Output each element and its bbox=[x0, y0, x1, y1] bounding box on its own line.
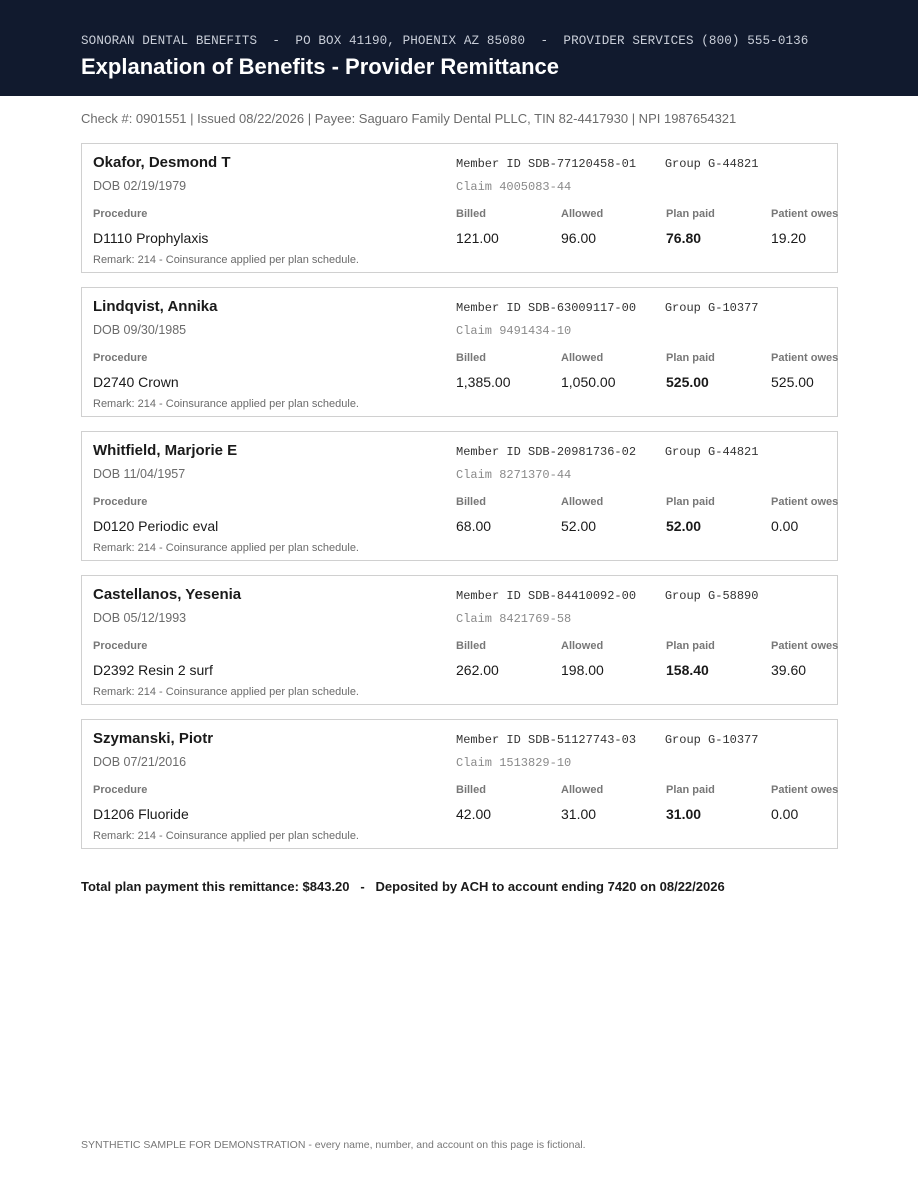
billed-header: Billed bbox=[456, 496, 486, 508]
claim-number: Claim 8421769-58 bbox=[456, 612, 572, 626]
allowed-value: 198.00 bbox=[561, 662, 604, 678]
claim-card bbox=[81, 575, 838, 705]
billed-value: 68.00 bbox=[456, 518, 492, 534]
procedure-header: Procedure bbox=[93, 496, 148, 508]
claim-card bbox=[81, 719, 838, 849]
billed-value: 262.00 bbox=[456, 662, 499, 678]
patient-owes-header: Patient owes bbox=[771, 640, 839, 652]
procedure-header: Procedure bbox=[93, 208, 148, 220]
billed-value: 42.00 bbox=[456, 806, 492, 822]
procedure-header: Procedure bbox=[93, 784, 148, 796]
claim-remark: Remark: 214 - Coinsurance applied per plan schedule. bbox=[93, 686, 359, 698]
patient-name: Okafor, Desmond T bbox=[93, 154, 231, 171]
patient-owes-value: 39.60 bbox=[771, 662, 807, 678]
procedure-value: D0120 Periodic eval bbox=[93, 518, 219, 534]
allowed-value: 52.00 bbox=[561, 518, 597, 534]
plan-paid-header: Plan paid bbox=[666, 784, 715, 796]
plan-paid-value: 31.00 bbox=[666, 806, 702, 822]
procedure-value: D2740 Crown bbox=[93, 374, 179, 390]
claim-number: Claim 1513829-10 bbox=[456, 756, 572, 770]
patient-owes-value: 0.00 bbox=[771, 806, 799, 822]
patient-owes-header: Patient owes bbox=[771, 352, 839, 364]
procedure-value: D2392 Resin 2 surf bbox=[93, 662, 213, 678]
claim-number: Claim 4005083-44 bbox=[456, 180, 572, 194]
billed-header: Billed bbox=[456, 208, 486, 220]
plan-paid-value: 525.00 bbox=[666, 374, 709, 390]
claim-remark: Remark: 214 - Coinsurance applied per plan schedule. bbox=[93, 254, 359, 266]
plan-paid-header: Plan paid bbox=[666, 352, 715, 364]
patient-dob: DOB 09/30/1985 bbox=[93, 323, 187, 337]
page-header bbox=[0, 0, 918, 96]
claims-list bbox=[81, 143, 838, 863]
allowed-header: Allowed bbox=[561, 496, 604, 508]
procedure-header: Procedure bbox=[93, 352, 148, 364]
patient-owes-value: 0.00 bbox=[771, 518, 799, 534]
patient-name: Castellanos, Yesenia bbox=[93, 586, 242, 603]
plan-paid-header: Plan paid bbox=[666, 208, 715, 220]
member-group-id: Member ID SDB-77120458-01 Group G-44821 bbox=[456, 157, 759, 171]
plan-paid-value: 158.40 bbox=[666, 662, 709, 678]
patient-name: Whitfield, Marjorie E bbox=[93, 442, 238, 459]
allowed-header: Allowed bbox=[561, 640, 604, 652]
org-contact-line: SONORAN DENTAL BENEFITS - PO BOX 41190, PHOENIX AZ 85080 - PROVIDER SERVICES (800) 555-0136 bbox=[81, 34, 809, 48]
member-group-id: Member ID SDB-51127743-03 Group G-10377 bbox=[456, 733, 759, 747]
allowed-value: 31.00 bbox=[561, 806, 597, 822]
patient-dob: DOB 07/21/2016 bbox=[93, 755, 187, 769]
billed-header: Billed bbox=[456, 352, 486, 364]
check-info-line: Check #: 0901551 | Issued 08/22/2026 | Payee: Saguaro Family Dental PLLC, TIN 82-4417930 | NPI 1987654321 bbox=[81, 111, 737, 126]
allowed-value: 96.00 bbox=[561, 230, 597, 246]
claim-number: Claim 8271370-44 bbox=[456, 468, 572, 482]
allowed-header: Allowed bbox=[561, 352, 604, 364]
patient-owes-header: Patient owes bbox=[771, 784, 839, 796]
patient-name: Szymanski, Piotr bbox=[93, 730, 214, 747]
patient-dob: DOB 02/19/1979 bbox=[93, 179, 187, 193]
allowed-header: Allowed bbox=[561, 784, 604, 796]
member-group-id: Member ID SDB-63009117-00 Group G-10377 bbox=[456, 301, 759, 315]
claim-number: Claim 9491434-10 bbox=[456, 324, 572, 338]
allowed-header: Allowed bbox=[561, 208, 604, 220]
claim-card bbox=[81, 431, 838, 561]
patient-owes-header: Patient owes bbox=[771, 208, 839, 220]
procedure-value: D1110 Prophylaxis bbox=[93, 230, 209, 246]
patient-name: Lindqvist, Annika bbox=[93, 298, 218, 315]
patient-owes-value: 525.00 bbox=[771, 374, 814, 390]
patient-owes-header: Patient owes bbox=[771, 496, 839, 508]
billed-value: 121.00 bbox=[456, 230, 499, 246]
allowed-value: 1,050.00 bbox=[561, 374, 616, 390]
billed-value: 1,385.00 bbox=[456, 374, 511, 390]
claim-card bbox=[81, 143, 838, 273]
disclaimer-footer: SYNTHETIC SAMPLE FOR DEMONSTRATION - every name, number, and account on this page is fictional. bbox=[81, 1139, 586, 1151]
plan-paid-value: 52.00 bbox=[666, 518, 702, 534]
claim-remark: Remark: 214 - Coinsurance applied per plan schedule. bbox=[93, 830, 359, 842]
procedure-value: D1206 Fluoride bbox=[93, 806, 189, 822]
plan-paid-value: 76.80 bbox=[666, 230, 702, 246]
claim-card bbox=[81, 287, 838, 417]
billed-header: Billed bbox=[456, 784, 486, 796]
member-group-id: Member ID SDB-84410092-00 Group G-58890 bbox=[456, 589, 759, 603]
billed-header: Billed bbox=[456, 640, 486, 652]
page-title: Explanation of Benefits - Provider Remittance bbox=[81, 54, 559, 79]
total-payment-line: Total plan payment this remittance: $843.20 - Deposited by ACH to account ending 7420 on 08/22/2026 bbox=[81, 879, 725, 894]
claim-remark: Remark: 214 - Coinsurance applied per plan schedule. bbox=[93, 398, 359, 410]
patient-dob: DOB 05/12/1993 bbox=[93, 611, 187, 625]
claim-remark: Remark: 214 - Coinsurance applied per plan schedule. bbox=[93, 542, 359, 554]
patient-owes-value: 19.20 bbox=[771, 230, 807, 246]
member-group-id: Member ID SDB-20981736-02 Group G-44821 bbox=[456, 445, 759, 459]
plan-paid-header: Plan paid bbox=[666, 640, 715, 652]
plan-paid-header: Plan paid bbox=[666, 496, 715, 508]
patient-dob: DOB 11/04/1957 bbox=[93, 467, 186, 481]
procedure-header: Procedure bbox=[93, 640, 148, 652]
